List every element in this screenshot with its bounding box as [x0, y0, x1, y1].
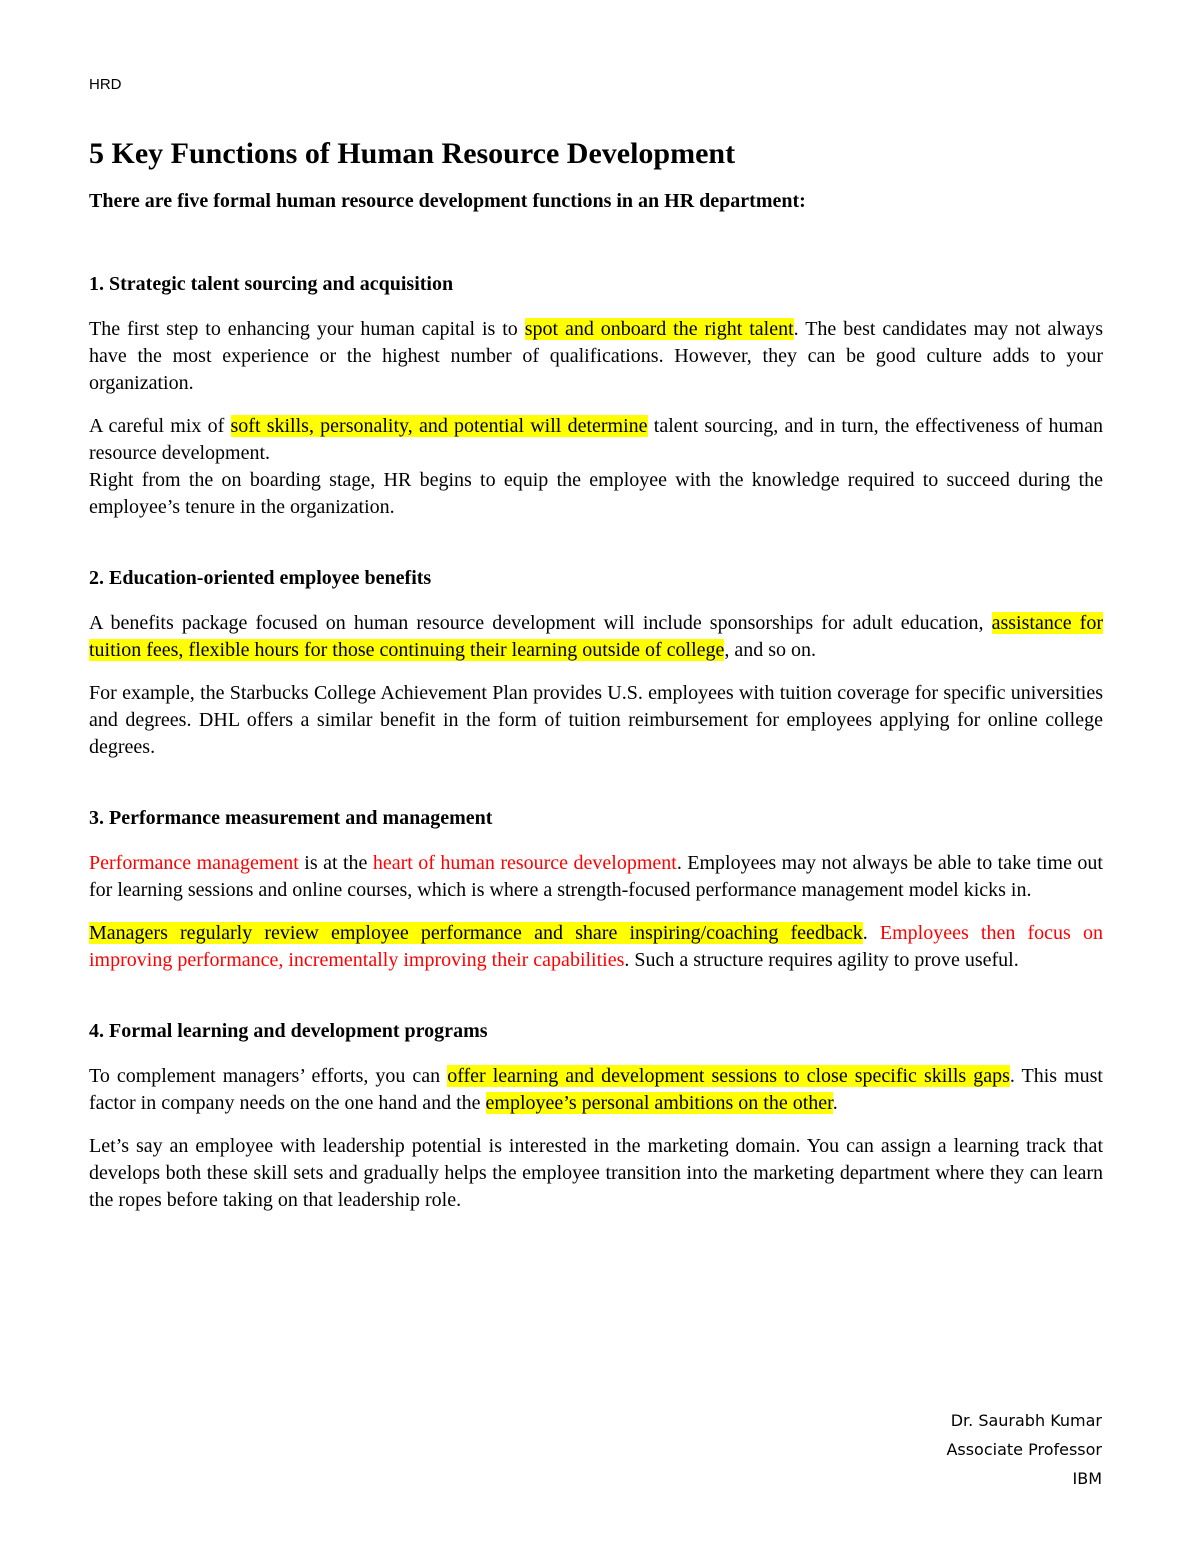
text-run: , and so on. — [724, 639, 817, 661]
signature-role: Associate Professor — [946, 1440, 1102, 1459]
document-body — [89, 130, 1103, 1258]
signature-name: Dr. Saurabh Kumar — [950, 1411, 1102, 1430]
section-2 — [89, 565, 1103, 761]
text-run: . — [862, 922, 880, 944]
text-run: To complement managers’ efforts, you can — [89, 1065, 448, 1087]
highlighted-text: assistance for tuition fees, flexible hours for those continuing their learning outside of college — [89, 612, 1103, 661]
text-run: The first step to enhancing your human capital is to — [89, 318, 525, 340]
paragraph — [89, 413, 1103, 467]
paragraph: For example, the Starbucks College Achievement Plan provides U.S. employees with tuition coverage for specific universities and degrees. DHL offers a similar benefit in the form of tuition reimbursement for employees applying for online college degrees. — [89, 682, 1103, 758]
text-run: A careful mix of — [89, 415, 231, 437]
paragraph: Let’s say an employee with leadership potential is interested in the marketing domain. You can assign a learning track that develops both these skill sets and gradually helps the employee transition into the marketing department where they can learn the ropes before taking on that leadership role. — [89, 1135, 1103, 1211]
text-run: . This must factor in company needs on the one hand and the — [89, 1065, 1103, 1114]
text-run: . Such a structure requires agility to prove useful. — [624, 949, 1019, 971]
paragraph — [89, 316, 1103, 397]
signature-org: IBM — [1072, 1469, 1102, 1488]
text-run: A benefits package focused on human resource development will include sponsorships for adult education, — [89, 612, 992, 634]
highlighted-text: employee’s personal ambitions on the other — [485, 1092, 833, 1114]
emphasized-text: Performance management — [89, 852, 299, 874]
emphasized-text: Employees then focus on improving performance, incrementally improving their capabilities — [89, 922, 1103, 971]
text-run: is at the — [298, 852, 373, 874]
paragraph: Right from the on boarding stage, HR begins to equip the employee with the knowledge required to succeed during the employee’s tenure in the organization. — [89, 469, 1103, 518]
section-heading: 2. Education-oriented employee benefits — [89, 567, 432, 589]
signature-block — [946, 1406, 1102, 1493]
paragraph — [89, 1063, 1103, 1117]
page-title: 5 Key Functions of Human Resource Development — [89, 137, 736, 170]
text-run: talent sourcing, and in turn, the effectiveness of human resource development. — [89, 415, 1103, 464]
highlighted-text: spot and onboard the right talent — [524, 318, 794, 340]
section-3 — [89, 805, 1103, 974]
highlighted-text: soft skills, personality, and potential will determine — [230, 415, 648, 437]
text-run: . The best candidates may not always have the most experience or the highest number of qualifications. However, they can be good culture adds to your organization. — [89, 318, 1103, 394]
section-heading: 4. Formal learning and development programs — [89, 1020, 488, 1042]
paragraph — [89, 920, 1103, 974]
highlighted-text: offer learning and development sessions to close specific skills gaps — [447, 1065, 1010, 1087]
header-label: HRD — [89, 76, 122, 93]
highlighted-text: Managers regularly review employee performance and share inspiring/coaching feedback — [89, 922, 863, 944]
paragraph — [89, 850, 1103, 904]
section-1 — [89, 271, 1103, 521]
emphasized-text: heart of human resource development — [372, 852, 677, 874]
section-heading: 1. Strategic talent sourcing and acquisition — [89, 273, 454, 295]
paragraph — [89, 610, 1103, 664]
section-4 — [89, 1018, 1103, 1214]
text-run: . Employees may not always be able to take time out for learning sessions and online courses, which is where a strength-focused performance management model kicks in. — [89, 852, 1103, 901]
intro-text: There are five formal human resource development functions in an HR department: — [89, 190, 806, 212]
text-run: . — [832, 1092, 838, 1114]
section-heading: 3. Performance measurement and management — [89, 807, 493, 829]
